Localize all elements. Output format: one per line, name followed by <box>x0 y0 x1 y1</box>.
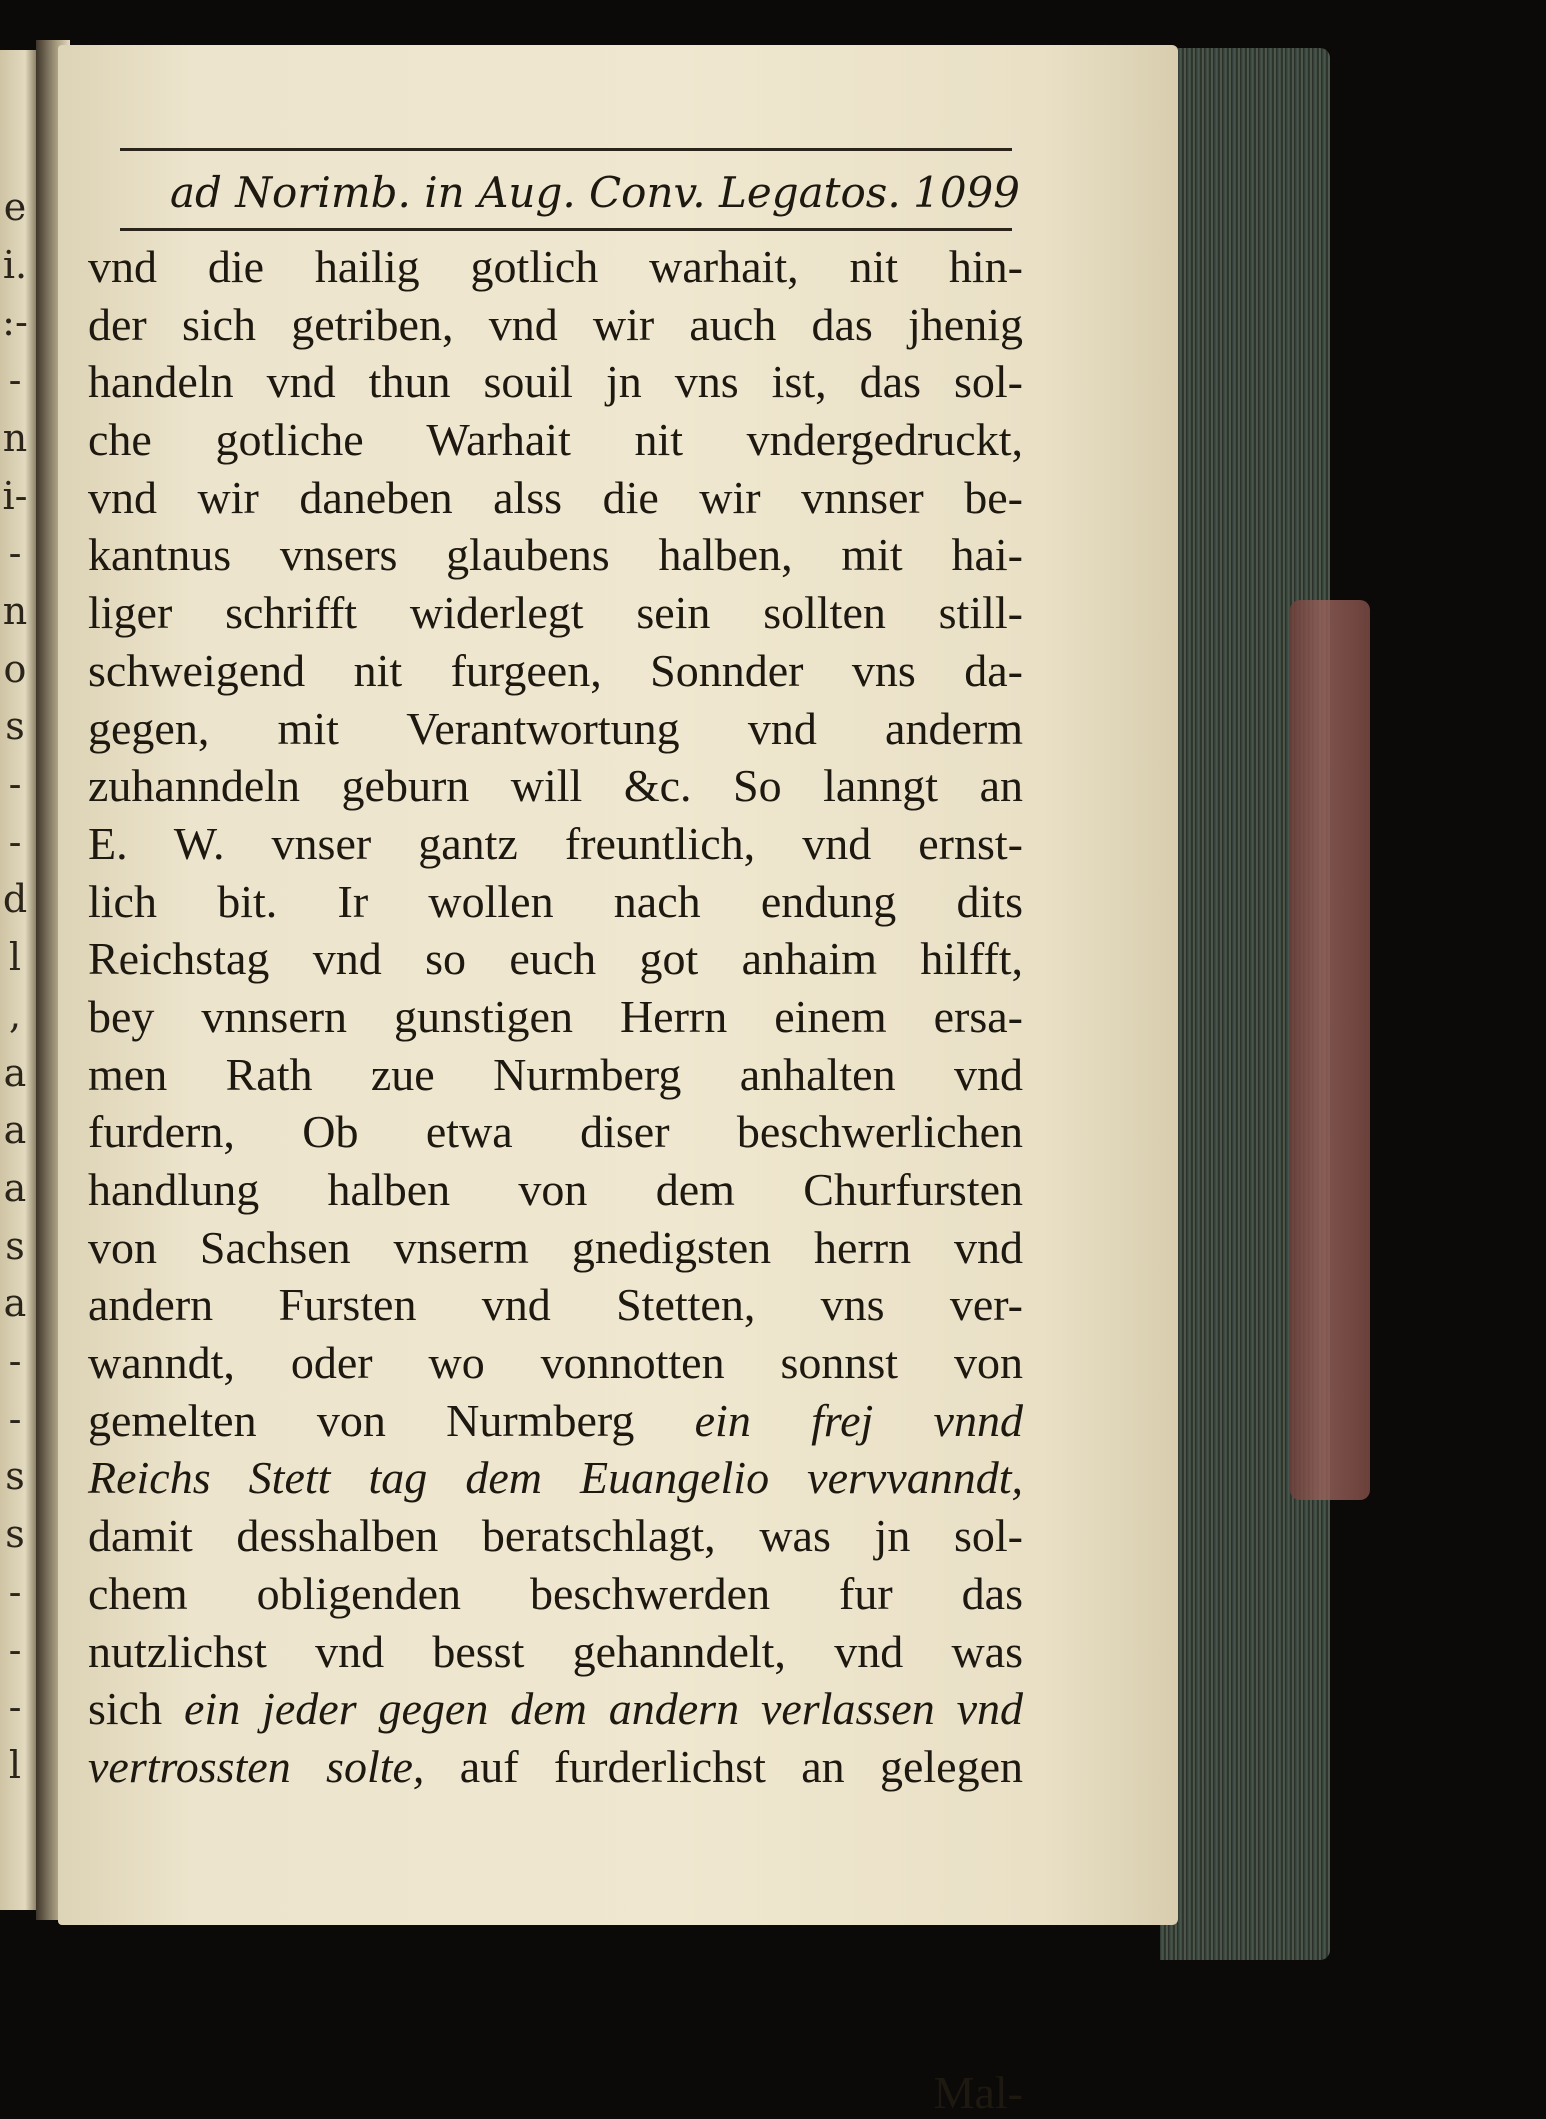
header-rule-bottom <box>120 228 1012 231</box>
text-line-roman: sich <box>88 1683 184 1735</box>
text-line <box>88 1449 1023 1507</box>
text-line-italic: vertrossten solte, <box>88 1740 425 1792</box>
facing-page-fragment: - <box>8 819 22 864</box>
text-line-roman: schweigend nit furgeen, Sonnder vns da- <box>88 644 1023 696</box>
facing-page-edge <box>0 50 36 1910</box>
text-line-roman: liger schrifft widerlegt sein sollten still- <box>88 587 1023 639</box>
text-line <box>88 1219 1023 1277</box>
text-line <box>88 1046 1023 1104</box>
text-line-roman: gegen, mit Verantwortung vnd anderm <box>88 702 1023 754</box>
text-line <box>88 815 1023 873</box>
text-line-roman: vnd die hailig gotlich warhait, nit hin- <box>88 241 1023 292</box>
facing-page-fragment: s <box>5 1223 25 1268</box>
header-rule-top <box>120 148 1012 151</box>
text-line <box>88 238 1023 296</box>
text-line <box>88 1565 1023 1623</box>
facing-page-fragment: d <box>2 877 28 922</box>
facing-page-fragment: - <box>8 1339 22 1383</box>
page-body-text <box>88 238 1024 2118</box>
facing-page-fragment: l <box>8 935 22 980</box>
text-line-roman: nutzlichst vnd besst gehanndelt, vnd was <box>88 1625 1023 1677</box>
text-line <box>88 1680 1023 1738</box>
text-line-roman: zuhanndeln geburn will &c. So lanngt an <box>88 760 1023 812</box>
facing-page-fragment: e <box>3 185 27 229</box>
facing-page-fragment: - <box>8 358 22 403</box>
facing-page-fragment: l <box>8 1742 22 1787</box>
text-line <box>88 1334 1023 1392</box>
running-head <box>150 162 1020 222</box>
text-line-italic: ein frej vnnd <box>694 1394 1023 1446</box>
text-line-roman: handlung halben von dem Churfursten <box>88 1164 1023 1215</box>
facing-page-fragment: s <box>5 1454 25 1499</box>
text-line <box>88 1276 1023 1334</box>
text-line <box>88 873 1023 931</box>
text-line-roman: chem obligenden beschwerden fur das <box>88 1567 1023 1619</box>
text-line-roman: lich bit. Ir wollen nach endung dits <box>88 875 1023 927</box>
text-line-roman: von Sachsen vnserm gnedigsten herrn vnd <box>88 1221 1023 1273</box>
facing-page-fragment: a <box>3 1165 27 1210</box>
text-line-italic: ein jeder gegen dem andern verlassen vnd <box>184 1683 1023 1735</box>
text-line <box>88 353 1023 411</box>
text-line-roman: bey vnnsern gunstigen Herrn einem ersa- <box>88 990 1023 1042</box>
text-line <box>88 1623 1023 1681</box>
text-line <box>88 757 1023 815</box>
facing-page-fragment: - <box>8 1396 22 1441</box>
text-line-roman: vnd wir daneben alss die wir vnnser be- <box>88 471 1023 523</box>
text-line-roman: handeln vnd thun souil jn vns ist, das sol- <box>88 356 1023 408</box>
text-line <box>88 700 1023 758</box>
text-line <box>88 296 1023 354</box>
text-line-roman: kantnus vnsers glaubens halben, mit hai- <box>88 529 1023 581</box>
text-line <box>88 469 1023 527</box>
running-head-title: ad Norimb. in Aug. Conv. Legatos. <box>170 168 901 217</box>
text-line <box>88 642 1023 700</box>
facing-page-fragment: s <box>5 704 25 749</box>
text-line <box>88 1738 1023 1796</box>
facing-page-fragment: s <box>5 1512 25 1557</box>
text-line <box>88 584 1023 642</box>
bookmark-ribbon <box>1290 600 1370 1500</box>
facing-page-fragment: - <box>8 1569 22 1614</box>
text-line-roman: Reichstag vnd so euch got anhaim hilfft, <box>88 933 1023 985</box>
facing-page-fragment: - <box>8 1627 22 1672</box>
facing-page-fragment: o <box>3 646 27 691</box>
facing-page-fragment: a <box>3 1050 27 1095</box>
text-line-roman: gemelten von Nurmberg <box>88 1394 695 1446</box>
text-line <box>88 1161 1023 1219</box>
text-line-roman: furdern, Ob etwa diser beschwerlichen <box>88 1106 1023 1158</box>
text-line <box>88 1392 1023 1450</box>
page-number: 1099 <box>913 168 1020 217</box>
facing-page-fragment: - <box>8 762 22 806</box>
text-line <box>88 1103 1023 1161</box>
text-line-roman: andern Fursten vnd Stetten, vns ver- <box>88 1279 1023 1331</box>
facing-page-fragment: - <box>8 531 22 576</box>
text-line-roman: E. W. vnser gantz freuntlich, vnd ernst- <box>88 817 1023 869</box>
text-line-roman: che gotliche Warhait nit vndergedruckt, <box>88 414 1023 466</box>
text-line <box>88 1507 1023 1565</box>
text-line-roman: damit desshalben beratschlagt, was jn sol- <box>88 1510 1023 1562</box>
text-line <box>88 930 1023 988</box>
text-line <box>88 526 1023 584</box>
facing-page-fragment: n <box>2 588 28 633</box>
text-line-roman: auf furderlichst an gelegen <box>424 1740 1024 1792</box>
facing-page-fragment: - <box>8 1685 22 1730</box>
facing-page-fragment: a <box>3 1281 27 1326</box>
text-line-roman: wanndt, oder wo vonnotten sonnst von <box>88 1337 1023 1389</box>
facing-page-fragment: n <box>2 415 28 460</box>
facing-page-fragment: i- <box>2 473 28 518</box>
text-line-italic: Reichs Stett tag dem Euangelio vervvanndt, <box>88 1452 1023 1504</box>
facing-page-fragment: a <box>3 1108 27 1153</box>
facing-page-fragment: , <box>8 992 22 1037</box>
facing-page-fragment: i. <box>2 242 28 287</box>
facing-page-fragment: :- <box>2 300 28 345</box>
text-line <box>88 988 1023 1046</box>
text-line-roman: men Rath zue Nurmberg anhalten vnd <box>88 1048 1023 1100</box>
text-line-roman: der sich getriben, vnd wir auch das jhenig <box>88 298 1023 350</box>
text-line <box>88 411 1023 469</box>
catchword: Mal- <box>933 2067 1023 2118</box>
